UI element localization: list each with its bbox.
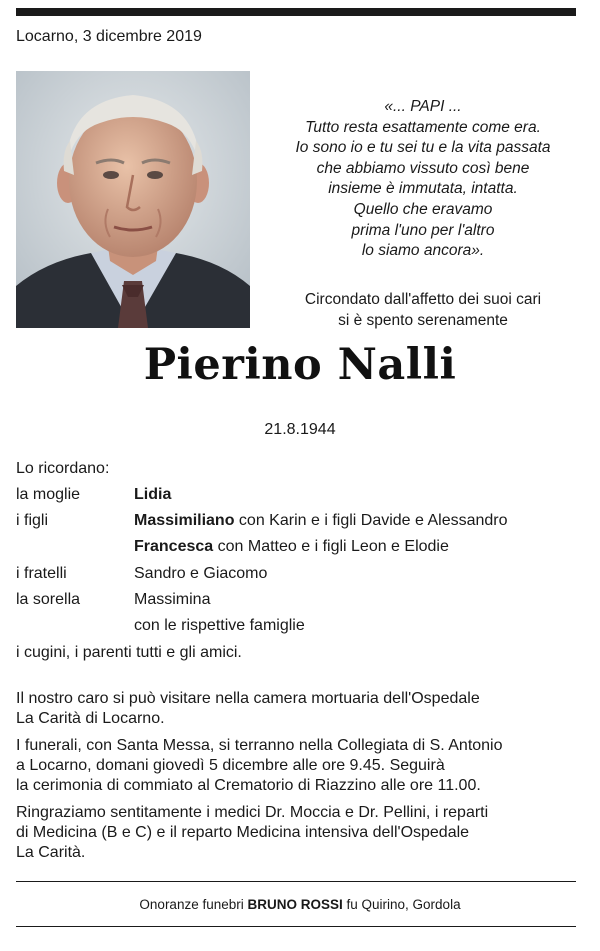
family-name-rest: Sandro e Giacomo: [134, 565, 268, 582]
footer-prefix: Onoranze funebri: [139, 897, 248, 912]
family-closing: i cugini, i parenti tutti e gli amici.: [16, 644, 242, 661]
family-name-bold: Francesca: [134, 538, 214, 555]
quote-line: Io sono io e tu sei tu e la vita passata: [295, 139, 551, 157]
family-name-rest: con le rispettive famiglie: [134, 617, 305, 634]
paragraph-line: Il nostro caro si può visitare nella camera mortuaria dell'Ospedale: [16, 690, 480, 707]
footer-rule-bottom: [16, 926, 576, 927]
family-members: [134, 617, 305, 635]
family-members: [134, 486, 171, 504]
quote-block: [262, 97, 584, 262]
paragraph-line: La Carità.: [16, 844, 86, 861]
deceased-name: Pierino Nalli: [143, 340, 457, 390]
family-relation: i fratelli: [16, 565, 67, 582]
quote-line: lo siamo ancora».: [361, 242, 485, 260]
quote-line: Tutto resta esattamente come era.: [305, 118, 541, 136]
quote-line: «... PAPI ...: [384, 98, 462, 115]
funeral-home-credit: [0, 897, 600, 912]
announcement-line: si è spento serenamente: [338, 312, 508, 329]
date-line: Locarno, 3 dicembre 2019: [16, 28, 202, 45]
funeral-paragraph: [16, 736, 581, 796]
family-name-rest: con Karin e i figli Davide e Alessandro: [234, 512, 508, 529]
family-name-bold: Lidia: [134, 486, 172, 503]
top-rule: [16, 8, 576, 16]
paragraph-line: Ringraziamo sentitamente i medici Dr. Moccia e Dr. Pellini, i reparti: [16, 804, 489, 821]
portrait-photo-icon: [16, 71, 250, 328]
family-members: [134, 512, 508, 530]
family-members: [134, 565, 267, 583]
funeral-home-name: BRUNO ROSSI: [247, 897, 343, 912]
paragraph-line: a Locarno, domani giovedì 5 dicembre alle ore 9.45. Seguirà: [16, 757, 445, 774]
family-intro: Lo ricordano:: [16, 460, 110, 477]
family-relation: la moglie: [16, 486, 81, 503]
quote-line: insieme è immutata, intatta.: [328, 180, 518, 198]
family-relation: i figli: [16, 512, 49, 529]
announcement-line: Circondato dall'affetto dei suoi cari: [304, 291, 542, 308]
thanks-paragraph: [16, 803, 581, 863]
quote-line: Quello che eravamo: [353, 200, 493, 218]
paragraph-line: la cerimonia di commiato al Crematorio di Riazzino alle ore 11.00.: [16, 777, 481, 794]
quote-line: prima l'uno per l'altro: [351, 221, 495, 239]
family-name-bold: Massimiliano: [134, 512, 235, 529]
family-members: [134, 538, 449, 556]
paragraph-line: La Carità di Locarno.: [16, 710, 165, 727]
announcement-text: [262, 289, 584, 331]
birth-date: 21.8.1944: [264, 421, 336, 438]
paragraph-line: di Medicina (B e C) e il reparto Medicina intensiva dell'Ospedale: [16, 824, 470, 841]
family-name-rest: con Matteo e i figli Leon e Elodie: [213, 538, 449, 555]
family-relation: la sorella: [16, 591, 81, 608]
quote-line: che abbiamo vissuto così bene: [316, 159, 530, 177]
footer-suffix: fu Quirino, Gordola: [342, 897, 461, 912]
family-name-rest: Massimina: [134, 591, 211, 608]
footer-rule-top: [16, 881, 576, 882]
paragraph-line: I funerali, con Santa Messa, si terranno nella Collegiata di S. Antonio: [16, 737, 503, 754]
visit-paragraph: [16, 689, 581, 729]
family-members: [134, 591, 210, 609]
